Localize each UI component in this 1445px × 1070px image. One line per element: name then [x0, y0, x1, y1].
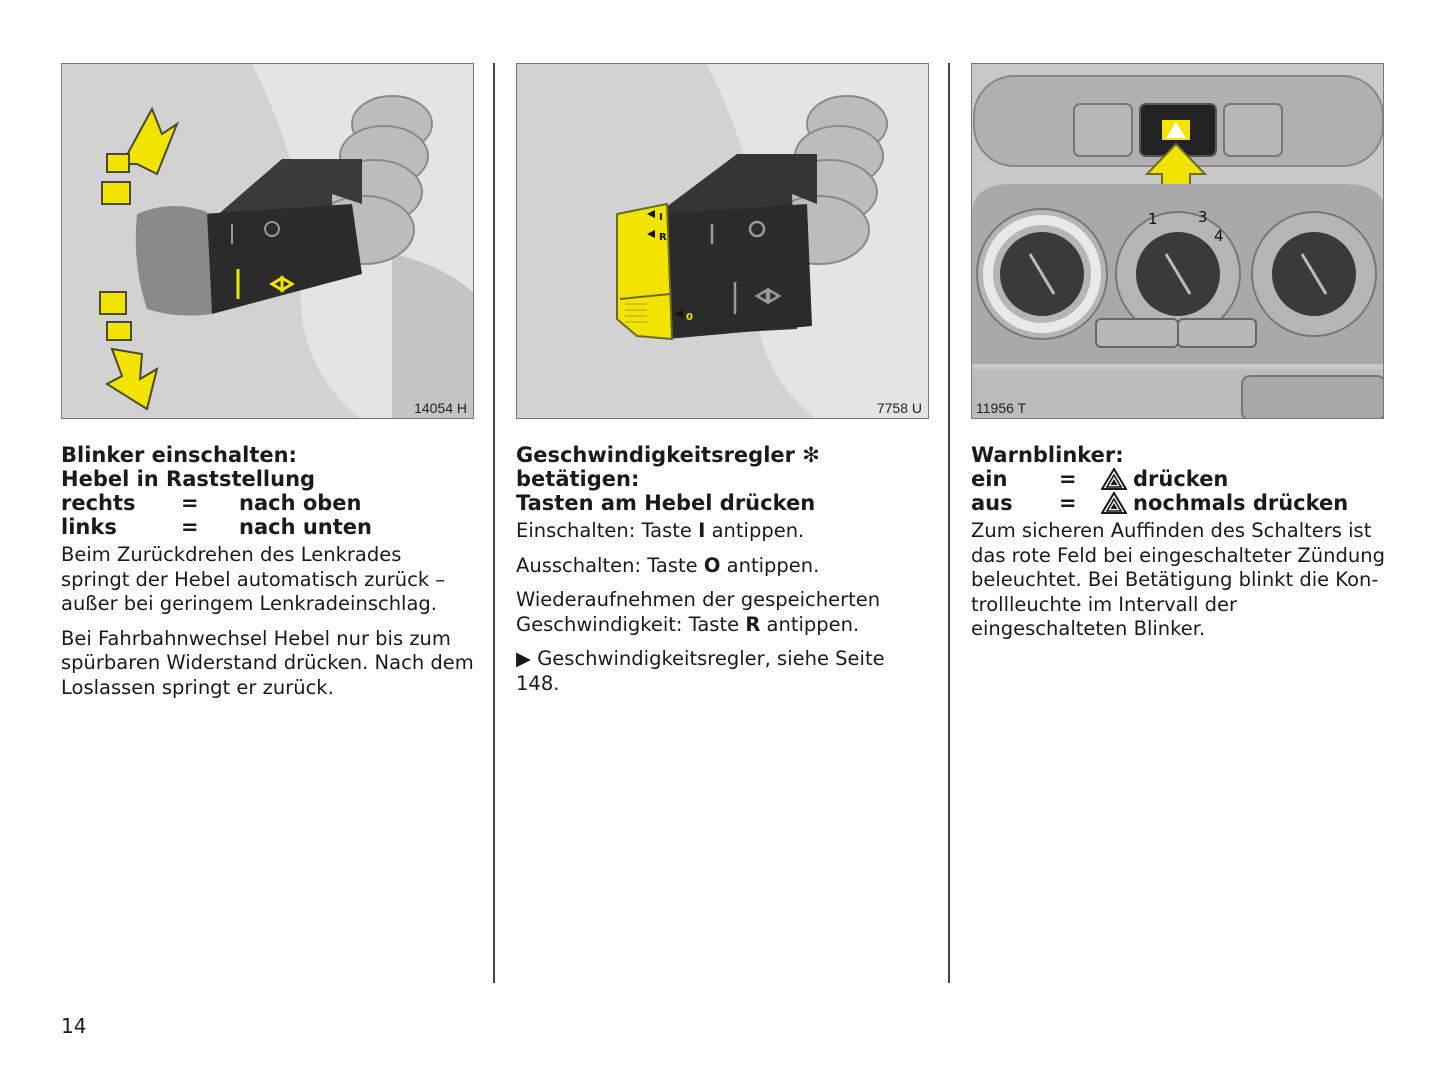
table-row: rechts = nach oben [61, 491, 362, 515]
page-number: 14 [61, 1014, 87, 1038]
cruise-control-illustration [517, 64, 929, 419]
paragraph-resume: Wiederaufnehmen der gespeicherten Geschwindigkeit: Taste R antippen. [516, 588, 881, 636]
section-subheading: Hebel in Raststellung [61, 467, 316, 491]
hazard-text [971, 443, 1385, 642]
figure-turn-signal-lever [61, 63, 474, 419]
figure-code: 14054 H [414, 400, 467, 416]
fan-level-4: 4 [1214, 227, 1224, 245]
button-label-0: 0 [686, 312, 693, 323]
column-turn-signal [61, 63, 475, 700]
paragraph: Zum sicheren Auffinden des Schalters ist das rote Feld bei eingeschalteter Zündung beleuchtet. Bei Betätigung blinkt die Kon-trollleuchte im Intervall der eingeschalteten Blinker. [971, 519, 1385, 640]
section-heading: Geschwindigkeitsregler ✻ betätigen: [516, 443, 820, 491]
button-label-i: I [659, 212, 663, 223]
section-heading: Blinker einschalten: [61, 443, 297, 467]
table-row: links = nach unten [61, 515, 372, 539]
fan-level-3: 3 [1198, 208, 1208, 226]
section-heading: Warnblinker: [971, 443, 1124, 467]
section-subheading: Tasten am Hebel drücken [516, 491, 816, 515]
paragraph-switch-on: Einschalten: Taste I antippen. [516, 519, 805, 542]
fan-level-1: 1 [1148, 210, 1158, 228]
column-divider [493, 63, 495, 983]
paragraph: Bei Fahrbahnwechsel Hebel nur bis zum spürbaren Widerstand drücken. Nach dem Loslassen springt er zurück. [61, 626, 474, 699]
figure-code: 11956 T [976, 400, 1027, 416]
figure-cruise-control-lever [516, 63, 929, 419]
figure-code: 7758 U [876, 400, 922, 416]
hazard-triangle-icon [1101, 492, 1127, 514]
table-row: ein = drücken [971, 467, 1229, 491]
hazard-illustration [972, 64, 1384, 419]
column-hazard-lights [971, 63, 1385, 642]
button-label-r: R [659, 232, 667, 243]
turn-signal-text [61, 443, 475, 700]
column-divider [948, 63, 950, 983]
column-cruise-control [516, 63, 930, 696]
table-row: aus = nochmals drücken [971, 491, 1349, 515]
cross-reference-link[interactable]: ▶ Geschwindigkeitsregler, siehe Seite 148. [516, 647, 885, 695]
turn-signal-illustration [62, 64, 474, 419]
hazard-triangle-icon [1101, 468, 1127, 490]
figure-hazard-switch [971, 63, 1384, 419]
cruise-control-text [516, 443, 930, 696]
paragraph: Beim Zurückdrehen des Lenkrades springt der Hebel automatisch zurück – außer bei geringem Lenkradeinschlag. [61, 543, 446, 615]
paragraph-switch-off: Ausschalten: Taste O antippen. [516, 553, 820, 577]
